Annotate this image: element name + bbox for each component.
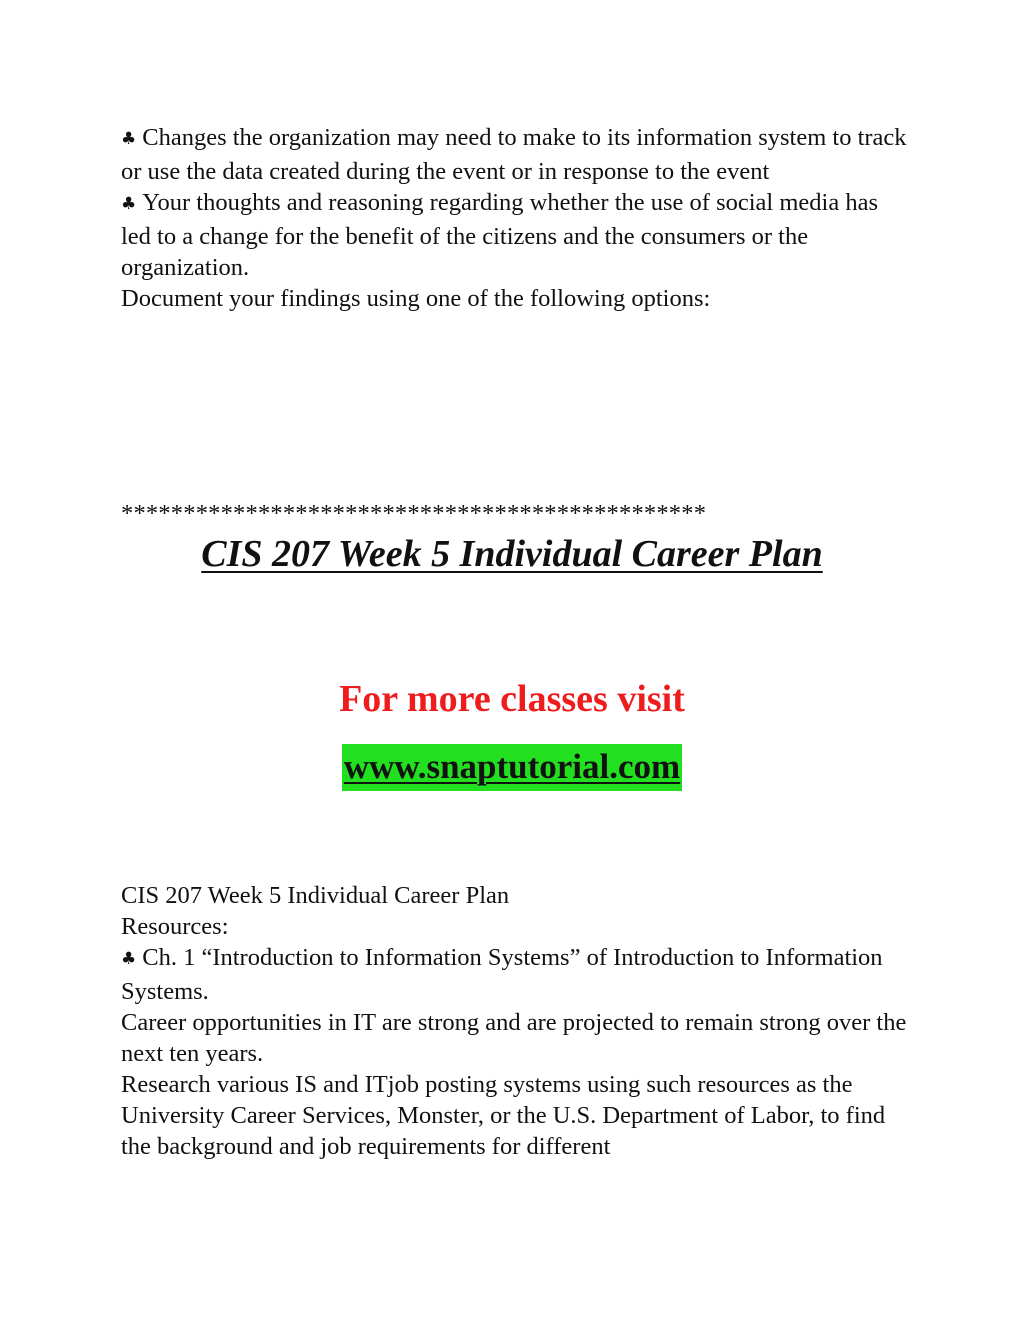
site-link[interactable]: www.snaptutorial.com (342, 744, 682, 791)
bullet-item-changes (121, 122, 911, 187)
assignment-heading: CIS 207 Week 5 Individual Career Plan (121, 882, 510, 909)
club-bullet-icon: ♣ (121, 129, 137, 149)
closing-instruction: Document your findings using one of the following options: (121, 285, 711, 312)
career-paragraph: Career opportunities in IT are strong and are projected to remain strong over the next ten years. (121, 1009, 907, 1067)
course-title: CIS 207 Week 5 Individual Career Plan (201, 533, 823, 575)
bullet-item-thoughts (121, 187, 911, 283)
site-link-container (0, 744, 1024, 791)
requirements-list (121, 122, 911, 314)
research-paragraph: Research various IS and ITjob posting systems using such resources as the University Career Services, Monster, or the U.S. Department of Labor, to find the background and job requirements for different (121, 1071, 886, 1160)
bullet-text: Changes the organization may need to make to its information system to track or use the data created during the event or in response to the event (121, 124, 907, 185)
resource-text: Ch. 1 “Introduction to Information Systems” of Introduction to Information Systems. (121, 944, 883, 1005)
assignment-body (121, 880, 911, 1162)
resources-label: Resources: (121, 913, 229, 940)
promo-text: For more classes visit (339, 678, 685, 720)
bullet-text: Your thoughts and reasoning regarding whether the use of social media has led to a change for the benefit of the citizens and the consumers or the organization. (121, 189, 878, 281)
club-bullet-icon: ♣ (121, 949, 137, 969)
resource-item (121, 942, 911, 1007)
club-bullet-icon: ♣ (121, 194, 137, 214)
asterisk-separator: *********************************************** (121, 500, 707, 527)
